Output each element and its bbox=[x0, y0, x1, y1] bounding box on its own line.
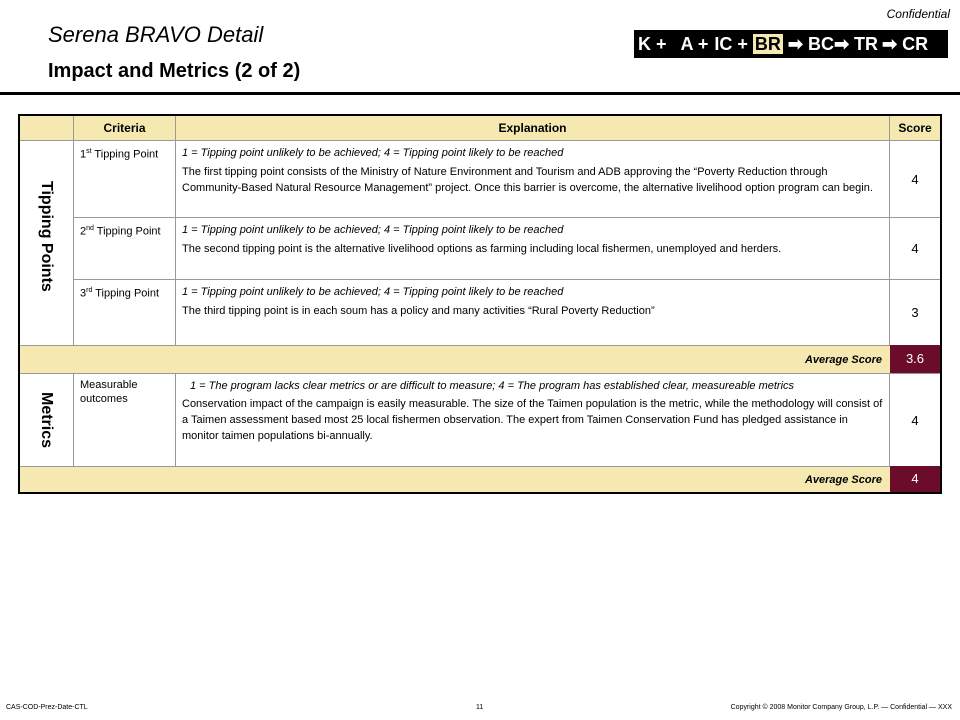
average-score-label: Average Score bbox=[20, 466, 890, 492]
confidential-label: Confidential bbox=[886, 7, 950, 21]
score-cell: 4 bbox=[890, 217, 940, 279]
criteria-cell bbox=[74, 279, 176, 345]
section-label-tipping-points: Tipping Points bbox=[38, 181, 55, 292]
criteria-sup: rd bbox=[86, 287, 93, 294]
scale-text: 1 = The program lacks clear metrics or are difficult to measure; 4 = The program has established clear, measureable metrics bbox=[190, 380, 795, 392]
criteria-cell bbox=[74, 140, 176, 217]
header-explanation: Explanation bbox=[176, 116, 890, 140]
logo-part-br: BR bbox=[751, 32, 785, 56]
detail-table bbox=[18, 114, 942, 494]
criteria-num: 2 bbox=[80, 225, 87, 238]
logo-part-k: K + bbox=[638, 33, 667, 54]
scale-text: 1 = Tipping point unlikely to be achieved; 4 = Tipping point likely to be reached bbox=[182, 286, 564, 298]
score-cell: 4 bbox=[890, 140, 940, 217]
logo-part-tr: ➡ TR bbox=[833, 33, 879, 54]
explanation-cell bbox=[176, 373, 890, 466]
average-score-value: 4 bbox=[890, 466, 940, 492]
criteria-sup: st bbox=[86, 148, 92, 155]
average-score-label: Average Score bbox=[20, 345, 890, 373]
scale-text: 1 = Tipping point unlikely to be achieved; 4 = Tipping point likely to be reached bbox=[182, 224, 564, 236]
logo bbox=[634, 30, 948, 58]
header-score: Score bbox=[890, 116, 940, 140]
header-criteria: Criteria bbox=[74, 116, 176, 140]
footer-doc-id: CAS-COD-Prez-Date-CTL bbox=[6, 704, 88, 711]
explanation-text: The second tipping point is the alternative livelihood options as farming including local fishermen, unemployed and herders. bbox=[182, 243, 782, 255]
score-cell: 4 bbox=[890, 373, 940, 466]
criteria-num: 3 bbox=[80, 287, 87, 300]
criteria-num: 1 bbox=[80, 148, 87, 161]
explanation-text: The first tipping point consists of the Ministry of Nature Environment and Tourism and ADB approving the “Poverty Reduction through Community-Based Natural Resource Management” project. Once this barrier is overcome, the alternative livelihood option program can begin. bbox=[182, 166, 873, 194]
logo-part-ic: IC + bbox=[714, 33, 748, 54]
logo-part-a: A + bbox=[680, 33, 709, 54]
footer-page-number: 11 bbox=[476, 704, 484, 711]
scale-text: 1 = Tipping point unlikely to be achieved; 4 = Tipping point likely to be reached bbox=[182, 147, 564, 159]
criteria-sup: nd bbox=[86, 225, 94, 232]
criteria-text: Tipping Point bbox=[91, 148, 159, 161]
explanation-cell bbox=[176, 279, 890, 345]
section-tipping-points bbox=[20, 140, 74, 345]
score-cell: 3 bbox=[890, 279, 940, 345]
criteria-text: Tipping Point bbox=[92, 287, 160, 300]
explanation-cell bbox=[176, 217, 890, 279]
logo-part-bc: ➡ BC bbox=[787, 33, 834, 54]
criteria-cell bbox=[74, 217, 176, 279]
header-blank bbox=[20, 116, 74, 140]
page-subtitle: Impact and Metrics (2 of 2) bbox=[48, 60, 301, 82]
explanation-text: The third tipping point is in each soum has a policy and many activities “Rural Poverty Reduction” bbox=[182, 305, 655, 317]
criteria-text: Tipping Point bbox=[93, 225, 161, 238]
logo-part-cr: ➡ CR bbox=[882, 33, 929, 54]
title-divider bbox=[0, 92, 960, 95]
criteria-cell: Measurable outcomes bbox=[74, 373, 176, 466]
section-label-metrics: Metrics bbox=[38, 392, 55, 449]
section-metrics bbox=[20, 373, 74, 466]
page-title: Serena BRAVO Detail bbox=[48, 22, 264, 47]
explanation-text: Conservation impact of the campaign is easily measurable. The size of the Taimen population is the metric, while the methodology will consist of a Taimen assessment based most 25 local fishermen observation. The expert from Taimen Conservation Fund has pledged assistance in monitor taimen populations bi-annually. bbox=[182, 398, 883, 442]
explanation-cell bbox=[176, 140, 890, 217]
footer-copyright: Copyright © 2008 Monitor Company Group, L.P. — Confidential — XXX bbox=[730, 704, 952, 711]
average-score-value: 3.6 bbox=[890, 345, 940, 373]
